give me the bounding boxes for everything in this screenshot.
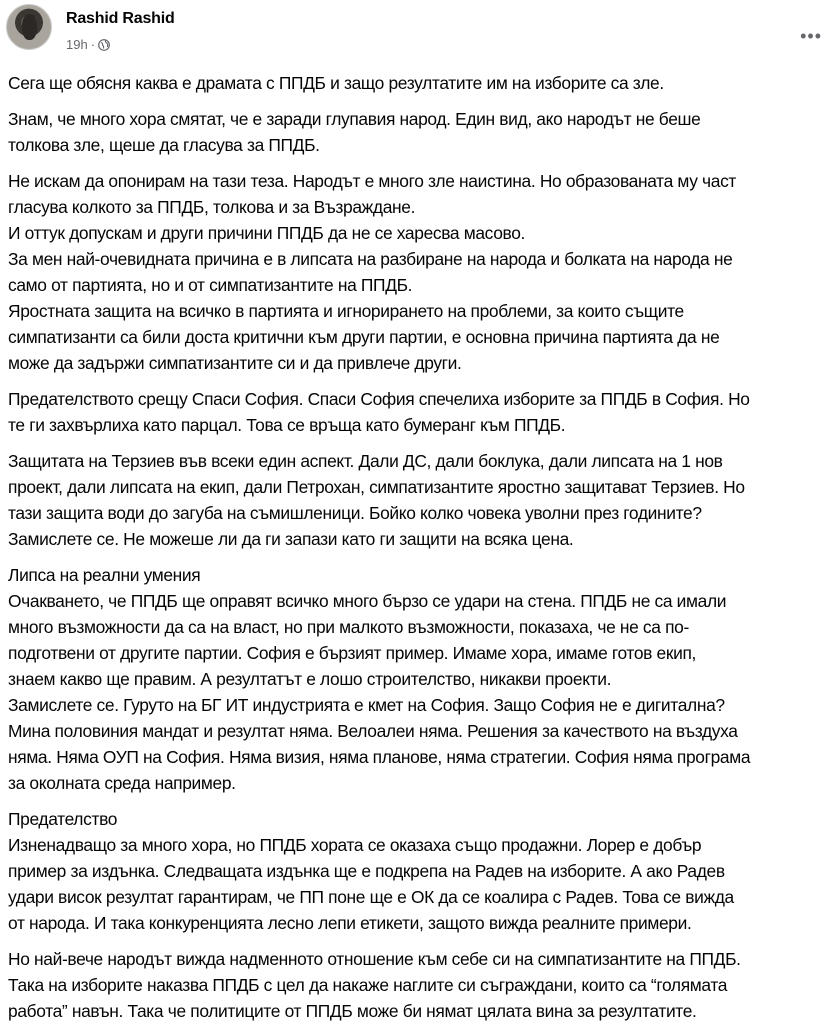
post-text-line: Предателство — [8, 809, 118, 829]
post-text-line: те ги захвърлиха като парцал. Това се връща като бумеранг към ППДБ. — [8, 415, 566, 435]
post-text-line: Липса на реални умения — [8, 565, 201, 585]
post-text-line: Но най-вече народът вижда надменното отношение към себе си на симпатизантите на ППДБ. — [8, 949, 741, 969]
post-text-line: гласува колкото за ППДБ, толкова и за Възраждане. — [8, 197, 416, 217]
post-paragraph — [8, 386, 830, 438]
post-text-line: само от партията, но и от симпатизантите на ППДБ. — [8, 275, 413, 295]
post-text-line: може да задържи симпатизантите си и да привлече други. — [8, 353, 462, 373]
post-paragraph — [8, 562, 830, 796]
meta-separator: · — [90, 37, 96, 52]
post-paragraph — [8, 70, 830, 96]
avatar-figure — [22, 14, 37, 40]
post-text-line: няма. Няма ОУП на София. Няма визия, няма планове, няма стратегии. София няма програма — [8, 747, 751, 767]
post-text-line: Знам, че много хора смятат, че е заради глупавия народ. Един вид, ако народът не беше — [8, 109, 701, 129]
post-paragraph — [8, 448, 830, 552]
avatar[interactable] — [6, 4, 52, 50]
post-text-line: Защитата на Терзиев във всеки един аспект. Дали ДС, дали боклука, дали липсата на 1 нов — [8, 451, 723, 471]
post-paragraph — [8, 946, 830, 1024]
post-text-line: от народа. И така конкуренцията лесно лепи етикети, защото вижда реалните примери. — [8, 913, 692, 933]
post-meta — [66, 37, 110, 52]
post-text-line: Предателството срещу Спаси София. Спаси София спечелиха изборите за ППДБ в София. Но — [8, 389, 750, 409]
post-header — [0, 0, 834, 64]
post-text-line: тази защита води до загуба на съмишленици. Бойко колко човека уволни през годините? — [8, 503, 702, 523]
post-text-line: подготвени от другите партии. София е бързият пример. Имаме хора, имаме готов екип, — [8, 643, 697, 663]
globe-icon[interactable] — [98, 39, 110, 51]
post-text-line: За мен най-очевидната причина е в липсата на разбиране на народа и болката на народа не — [8, 249, 733, 269]
post-text-line: знаем какво ще правим. А резултатът е лошо строителство, никакви проекти. — [8, 669, 612, 689]
post-text-line: Мина половиния мандат и резултат няма. Велоалеи няма. Решения за качеството на въздуха — [8, 721, 738, 741]
post-time[interactable]: 19h — [66, 37, 88, 52]
more-options-button[interactable]: ••• — [800, 26, 822, 46]
post-text-line: Замислете се. Гуруто на БГ ИТ индустрията е кмет на София. Защо София не е дигитална? — [8, 695, 725, 715]
post-text-line: Не искам да опонирам на тази теза. Народът е много зле наистина. Но образованата му част — [8, 171, 737, 191]
author-name[interactable]: Rashid Rashid — [66, 10, 175, 27]
post-text-line: Очакването, че ППДБ ще оправят всичко много бързо се удари на стена. ППДБ не са имали — [8, 591, 727, 611]
post-text-line: Яростната защита на всичко в партията и игнорирането на проблеми, за които същите — [8, 301, 684, 321]
post-paragraph — [8, 106, 830, 158]
post-text-line: много възможности да са на власт, но при малкото възможности, показаха, че не са по- — [8, 617, 689, 637]
post-text-line: пример за издънка. Следващата издънка ще е подкрепа на Радев на изборите. А ако Радев — [8, 861, 725, 881]
post-text-line: симпатизанти са били доста критични към други партии, е основна причина партията да не — [8, 327, 720, 347]
post-paragraph — [8, 168, 830, 376]
post-paragraph — [8, 806, 830, 936]
post-text-line: Изненадващо за много хора, но ППДБ хората се оказаха също продажни. Лорер е добър — [8, 835, 702, 855]
post-text-line: работа” навън. Така че политиците от ППДБ може би нямат цялата вина за резултатите. — [8, 1001, 697, 1021]
post-text-line: проект, дали липсата на екип, дали Петрохан, симпатизантите яростно защитават Терзиев. Но — [8, 477, 745, 497]
post-text-line: Замислете се. Не можеше ли да ги запази като ги защити на всяка цена. — [8, 529, 574, 549]
post-text-line: Така на изборите наказва ППДБ с цел да накаже наглите си съграждани, които са “голямата — [8, 975, 728, 995]
post-text-line: Сега ще обясня каква е драмата с ППДБ и защо резултатите им на изборите са зле. — [8, 73, 664, 93]
post-text-line: толкова зле, щеше да гласува за ППДБ. — [8, 135, 320, 155]
post-body — [8, 70, 830, 1034]
post-text-line: И оттук допускам и други причини ППДБ да не се харесва масово. — [8, 223, 526, 243]
post-text-line: за околната среда например. — [8, 773, 236, 793]
post-text-line: удари висок резултат гарантирам, че ПП поне ще е ОК да се коалира с Радев. Това се вижда — [8, 887, 734, 907]
